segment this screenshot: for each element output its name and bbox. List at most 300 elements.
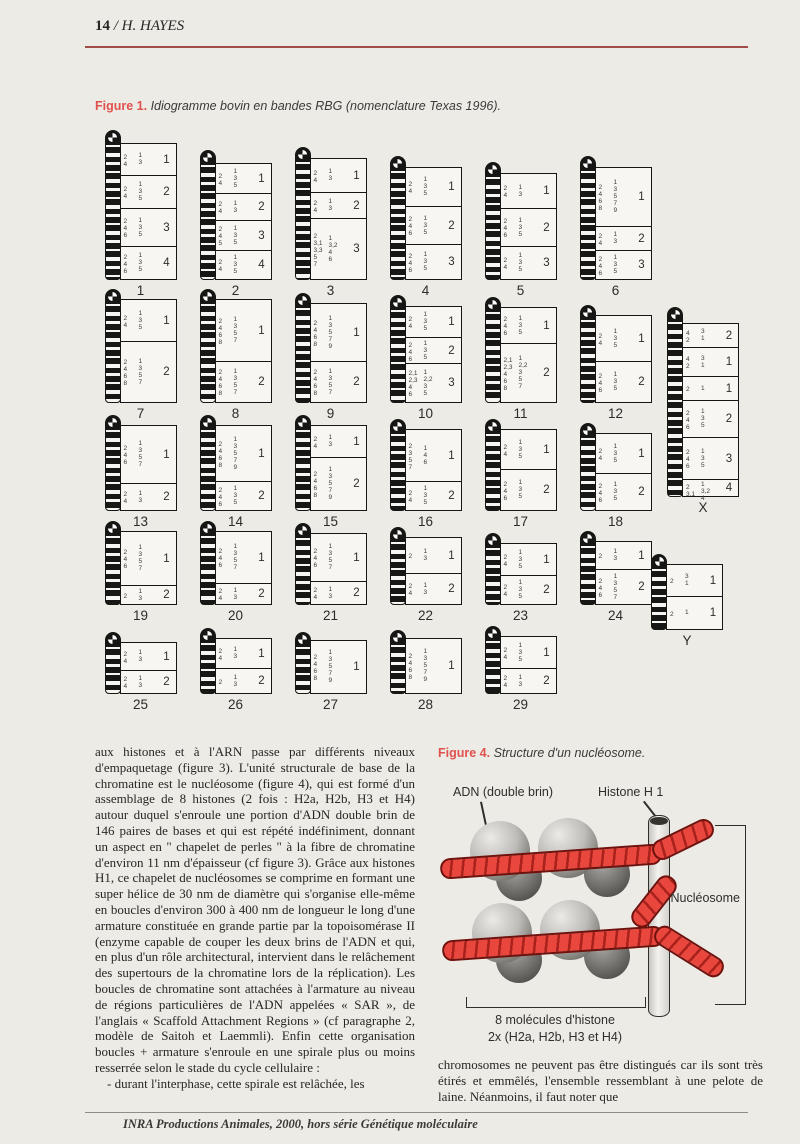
region-number: 2 (258, 675, 265, 687)
region-number: 1 (448, 316, 455, 329)
region-box (500, 636, 557, 670)
telomere-dot (393, 159, 402, 168)
chromosome-12 (580, 305, 652, 421)
band-numbers-mid: 1 3 5 (613, 371, 618, 392)
region-box (310, 581, 367, 605)
telomere-cap (668, 308, 682, 320)
chromosome-band-bar (667, 307, 683, 497)
histone-h1-label: Histone H 1 (598, 785, 664, 799)
chromosome-label: 21 (322, 608, 339, 623)
band-numbers-left: 2 4 (408, 490, 413, 504)
region-number: 1 (163, 552, 170, 565)
telomere-cap (106, 131, 120, 143)
band-numbers-mid: 1 3 5 (701, 408, 705, 430)
region-box (215, 583, 272, 605)
region-number: 2 (163, 366, 170, 378)
region-number: 2 (543, 221, 550, 234)
region-number: 1 (543, 553, 550, 566)
region-box (666, 564, 723, 598)
chromosome-band-bar (580, 305, 596, 403)
region-number: 3 (163, 221, 170, 234)
region-box (682, 400, 739, 438)
karyotype-row-3 (93, 415, 663, 529)
telomere-dot (108, 635, 117, 644)
region-number: 3 (543, 257, 550, 269)
band-numbers-left: 2 3,1 (686, 484, 696, 498)
region-number: 2 (448, 583, 455, 595)
band-numbers-left: 2 4 (123, 491, 128, 505)
band-numbers-mid: 1 3 5 7 (233, 367, 238, 396)
telomere-dot (393, 530, 402, 539)
telomere-dot (393, 298, 402, 307)
band-numbers-left: 2 4 (408, 181, 413, 196)
region-box (595, 541, 652, 571)
region-box (215, 299, 272, 363)
telomere-cap (486, 420, 500, 432)
chromosome-band-bar (295, 632, 311, 694)
band-numbers-mid: 1 3 5 (233, 224, 238, 246)
region-box (500, 173, 557, 209)
region-box (120, 531, 177, 587)
octamer-label-line1: 8 molécules d'histone (495, 1013, 615, 1027)
x-chromosome-slot (667, 307, 739, 515)
chromosome-Y (651, 554, 723, 648)
chromosome-label: 4 (421, 283, 430, 298)
band-numbers-mid: 1 3 5 7 (613, 572, 618, 601)
chromosome-band-bar (105, 521, 121, 605)
chromosome-label: 7 (136, 406, 145, 421)
region-number: 1 (638, 191, 645, 204)
chromosome-11 (485, 297, 557, 421)
figure4-label: Figure 4. (438, 746, 491, 760)
region-number: 1 (709, 607, 717, 619)
region-number: 2 (258, 376, 265, 388)
region-number: 1 (258, 324, 265, 337)
telomere-cap (486, 534, 500, 546)
region-number: 1 (163, 448, 170, 461)
band-numbers-mid: 1 3 (138, 587, 143, 602)
region-box (120, 585, 177, 605)
region-box (310, 361, 367, 403)
band-numbers-left: 2 4 6 (686, 449, 690, 471)
chromosome-band-bar (200, 521, 216, 605)
chromosome-1 (105, 130, 177, 298)
band-numbers-mid: 1 3 (518, 183, 523, 198)
chromosome-label: 3 (326, 283, 335, 298)
band-numbers-mid: 1 3 5 7 (328, 367, 333, 396)
region-box (405, 206, 462, 246)
band-numbers-left: 2 4 (503, 443, 508, 458)
band-numbers-left: 2 4 (218, 259, 223, 273)
chromosome-band-bar (485, 533, 501, 605)
telomere-dot (655, 557, 664, 566)
telomere-dot (298, 150, 307, 159)
header-rule (85, 46, 748, 48)
band-numbers-mid: 1 3 5 (423, 214, 428, 236)
histone-octamer-bracket (466, 997, 646, 1008)
telomere-cap (391, 528, 405, 540)
band-numbers-mid: 1 3 5 7 9 (613, 179, 618, 215)
band-numbers-mid: 1 3 (233, 673, 238, 688)
telomere-cap (296, 416, 310, 428)
chromosome-21 (295, 523, 367, 623)
region-box (405, 244, 462, 280)
region-box (500, 208, 557, 248)
band-numbers-left: 2 4 (598, 332, 603, 347)
region-number: 1 (353, 169, 360, 182)
region-box (120, 670, 177, 694)
region-box (215, 361, 272, 403)
band-numbers-left: 2 3 5 7 (408, 442, 413, 471)
chromosome-label: 9 (326, 406, 335, 421)
region-number: 2 (638, 232, 645, 245)
region-box (120, 425, 177, 485)
chromosome-label: 11 (513, 406, 528, 421)
region-box (120, 483, 177, 511)
region-box (120, 143, 177, 177)
band-numbers-left: 2 4 (503, 646, 508, 661)
region-number: 2 (163, 186, 170, 199)
telomere-cap (391, 296, 405, 308)
telomere-dot (583, 308, 592, 317)
chromosome-band-bar (295, 415, 311, 511)
band-numbers-mid: 1 3 (613, 231, 618, 246)
chromosome-band-bar (485, 419, 501, 511)
chromosome-band-bar (580, 423, 596, 511)
chromosome-label: 15 (322, 514, 339, 529)
band-numbers-left: 2 4 (123, 650, 128, 665)
figure1-label: Figure 1. (95, 99, 148, 113)
region-box (310, 218, 367, 280)
telomere-dot (298, 296, 307, 305)
telomere-dot (203, 153, 212, 162)
chromosome-4 (390, 156, 462, 298)
region-number: 1 (258, 447, 265, 460)
band-numbers-mid: 1 3 5 7 9 (233, 435, 238, 471)
chromosome-label: 23 (512, 608, 529, 623)
telomere-cap (486, 298, 500, 310)
region-box (405, 573, 462, 605)
region-box (500, 668, 557, 694)
telomere-dot (583, 534, 592, 543)
telomere-cap (296, 633, 310, 645)
region-number: 1 (353, 551, 360, 564)
band-numbers-mid: 1 3 5 7 9 (423, 648, 428, 683)
band-numbers-left: 2 4 (313, 169, 318, 184)
chromosome-label: Y (682, 633, 692, 648)
adn-label: ADN (double brin) (453, 785, 554, 799)
chromosome-label: X (698, 500, 708, 515)
region-box (310, 533, 367, 583)
chromosome-label: 20 (227, 608, 244, 623)
region-box (120, 642, 177, 672)
region-box (595, 361, 652, 403)
telomere-cap (201, 290, 215, 302)
chromosome-label: 27 (322, 697, 339, 712)
band-numbers-left: 2 4 (218, 588, 223, 602)
chromosome-label: 8 (231, 406, 240, 421)
region-number: 2 (543, 675, 550, 687)
chromosome-29 (485, 626, 557, 712)
telomere-cap (201, 522, 215, 534)
region-number: 1 (725, 382, 733, 395)
running-title: / H. HAYES (113, 18, 185, 34)
band-numbers-mid: 1 2,2 3 5 7 (518, 355, 528, 390)
band-numbers-left: 4 2 (686, 329, 690, 344)
region-number: 4 (163, 257, 170, 269)
region-number: 1 (353, 326, 360, 339)
footer-rule (85, 1112, 748, 1113)
chromosome-band-bar (580, 156, 596, 280)
band-numbers-mid: 3 1 (701, 354, 705, 369)
band-numbers-mid: 1 3 5 (613, 442, 618, 464)
chromosome-band-bar (390, 527, 406, 605)
region-box (215, 668, 272, 694)
chromosome-15 (295, 415, 367, 529)
body-right-column: chromosomes ne peuvent pas être distingués car ils sont très étirés et emmêlés, l'ensemble ressemblant à une pelote de laine. Néanmoins, il faut noter que (438, 1057, 763, 1104)
chromosome-label: 10 (417, 406, 434, 421)
region-number: 1 (543, 319, 550, 332)
y-chromosome-slot (651, 554, 723, 648)
region-box (215, 220, 272, 252)
chromosome-label: 18 (607, 514, 624, 529)
chromosome-18 (580, 423, 652, 529)
region-number: 1 (725, 356, 733, 369)
region-box (405, 167, 462, 207)
chromosome-label: 22 (417, 608, 434, 623)
telomere-dot (583, 159, 592, 168)
chromosome-band-bar (200, 628, 216, 694)
region-box (595, 315, 652, 363)
band-numbers-mid: 1 3 5 7 (233, 543, 238, 572)
band-numbers-left: 2 4 6 (123, 253, 128, 275)
region-number: 1 (709, 574, 717, 587)
band-numbers-left: 2 4 5 (218, 226, 223, 248)
region-box (405, 481, 462, 511)
karyotype-row-1 (93, 130, 663, 298)
band-numbers-mid: 1 3 (328, 434, 333, 449)
body-paragraph: aux histones et à l'ARN passe par différents niveaux d'empaquetage (figure 3). L'unité structurale de base de la chromatine est le nucléosome (figure 4), qui est formé d'un assemblage de 8 histones (2 fois : H2a, H2b, H3 et H4) autour duquel s'enroule une portion d'ADN double brin de 146 paires de bases et qui est répété indéfiniment, donnant un aspect en " chapelet de perles " à la fibre de chromatine d'environ 11 nm d'épaisseur (cf figure 3). Grâce aux histones H1, ce chapelet de nucléosomes se comprime en formant une super hélice de 30 nm de diamètre qui s'organise elle-même en boucles d'environ 300 à 400 nm de longueur le long d'une armature constituée en grande partie par la topoisomérase II (enzyme capable de couper les deux brins de l'ADN et qui, en plus d'un rôle architectural, intervient dans le relâchement des supertours de la chromatine lors de la réplication). Les boucles de chromatine sont attachées à l'armature au niveau de régions particulières de l'ADN appelées « SAR », de l'anglais « Scaffold Attachment Regions » (cf paragraphe 2, modèle de Saitoh et Laemmli). Enfin cette organisation boucles + armature s'enroule en une spirale plus ou moins resserrée selon le stade du cycle cellulaire : (95, 744, 415, 1075)
band-numbers-mid: 1 3 (518, 673, 523, 688)
region-number: 2 (638, 486, 645, 498)
band-numbers-left: 2 4 (123, 153, 128, 168)
band-numbers-left: 2 (598, 553, 603, 561)
region-box (405, 537, 462, 575)
region-box (215, 250, 272, 280)
band-numbers-left: 2 4 6 (408, 216, 413, 238)
telomere-cap (201, 151, 215, 163)
region-box (595, 473, 652, 511)
band-numbers-mid: 1 3 5 (138, 252, 143, 273)
chromosome-28 (390, 630, 462, 712)
region-box (120, 299, 177, 343)
band-numbers-left: 2 4 6 (123, 445, 128, 467)
region-number: 1 (163, 314, 170, 327)
chromosome-label: 14 (227, 514, 244, 529)
band-numbers-left: 2 4 (123, 186, 128, 201)
band-numbers-mid: 1 3 5 7 (328, 543, 333, 572)
band-numbers-mid: 3 1 (701, 328, 705, 343)
region-number: 1 (638, 447, 645, 460)
telomere-cap (391, 631, 405, 643)
chromosome-band-bar (295, 523, 311, 605)
telomere-cap (581, 424, 595, 436)
band-numbers-mid: 1 3 5 (423, 251, 428, 272)
region-box (310, 303, 367, 363)
chromosome-band-bar (485, 297, 501, 403)
chromosome-band-bar (200, 289, 216, 403)
band-numbers-mid: 1 3 (138, 489, 143, 504)
chromosome-label: 29 (512, 697, 529, 712)
band-numbers-mid: 3 1 (685, 573, 689, 588)
band-numbers-left: 2 4 (503, 675, 508, 689)
band-numbers-left: 2 4 (218, 201, 223, 216)
region-number: 2 (543, 367, 550, 379)
telomere-dot (108, 524, 117, 533)
region-box (595, 250, 652, 280)
region-number: 1 (638, 549, 645, 562)
chromosome-3 (295, 147, 367, 298)
region-box (405, 337, 462, 365)
band-numbers-left: 2 4 6 (686, 409, 690, 431)
band-numbers-mid: 1 3 5 (518, 548, 523, 570)
region-box (310, 457, 367, 511)
band-numbers-left: 2 (408, 553, 413, 561)
band-numbers-left: 2 4 (123, 314, 128, 329)
chromosome-label: 5 (516, 283, 525, 298)
figure1-caption-text: Idiogramme bovin en bandes RBG (nomenclature Texas 1996). (150, 99, 502, 113)
chromosome-26 (200, 628, 272, 712)
band-numbers-left: 2 4 6 (123, 549, 128, 571)
region-number: 2 (448, 219, 455, 232)
band-numbers-mid: 1 3 5 (233, 254, 238, 275)
region-box (215, 638, 272, 670)
telomere-dot (203, 631, 212, 640)
chromosome-5 (485, 162, 557, 298)
chromosome-band-bar (651, 554, 667, 630)
region-number: 2 (543, 584, 550, 596)
chromosome-band-bar (105, 415, 121, 511)
region-number: 1 (353, 661, 360, 673)
region-box (682, 376, 739, 402)
telomere-cap (486, 627, 500, 639)
region-box (595, 569, 652, 605)
band-numbers-mid: 1 3 5 7 9 (328, 649, 333, 684)
band-numbers-mid: 1 3 (423, 581, 428, 596)
region-box (120, 246, 177, 280)
telomere-dot (108, 133, 117, 142)
band-numbers-mid: 1 3 5 (613, 327, 618, 349)
chromosome-X (667, 307, 739, 515)
region-number: 1 (163, 650, 170, 663)
band-numbers-left: 2 (686, 386, 690, 394)
band-numbers-mid: 1 3 5 (423, 485, 428, 506)
region-number: 3 (725, 452, 733, 465)
band-numbers-mid: 1 3 5 (518, 216, 523, 238)
band-numbers-left: 2 4 6 8 (313, 319, 318, 348)
region-number: 2 (163, 676, 170, 688)
band-numbers-mid: 1 3 5 7 (233, 316, 238, 345)
chromosome-label: 16 (417, 514, 434, 529)
telomere-dot (583, 426, 592, 435)
region-box (682, 347, 739, 377)
band-numbers-left: 4 2 (686, 356, 690, 371)
telomere-cap (201, 416, 215, 428)
nucleosome-bracket (715, 825, 746, 1005)
region-number: 1 (448, 181, 455, 194)
chromosome-band-bar (485, 626, 501, 694)
telomere-cap (486, 163, 500, 175)
band-numbers-mid: 1 3 (233, 646, 238, 661)
chromosome-8 (200, 289, 272, 421)
region-box (215, 481, 272, 511)
telomere-dot (298, 418, 307, 427)
region-number: 4 (725, 482, 733, 494)
chromosome-24 (580, 531, 652, 623)
chromosome-band-bar (295, 293, 311, 403)
band-numbers-left: 2 4 6 8 (598, 184, 603, 213)
body-paragraph-dash: - durant l'interphase, cette spirale est relâchée, les (107, 1075, 365, 1091)
band-numbers-mid: 1 3 5 (518, 438, 523, 460)
band-numbers-left: 2 4 (503, 584, 508, 598)
band-numbers-left: 2 4 6 8 (408, 653, 413, 681)
band-numbers-left: 2 4 (503, 185, 508, 200)
band-numbers-mid: 1 3 (233, 586, 238, 601)
band-numbers-mid: 1 3 5 7 (138, 440, 143, 469)
band-numbers-mid: 1 3 (233, 199, 238, 214)
chromosome-label: 19 (132, 608, 149, 623)
chromosome-band-bar (200, 150, 216, 280)
figure4-nucleosome-diagram (438, 745, 768, 1055)
band-numbers-left: 2 4 6 (598, 577, 603, 599)
chromosome-label: 28 (417, 697, 434, 712)
telomere-cap (391, 420, 405, 432)
telomere-dot (488, 629, 497, 638)
band-numbers-mid: 1 3 (138, 152, 143, 167)
band-numbers-mid: 1 3 (613, 548, 618, 563)
band-numbers-mid: 1 3 (423, 548, 428, 563)
region-number: 2 (543, 484, 550, 496)
band-numbers-left: 2 4 6 (503, 316, 508, 338)
region-box (405, 363, 462, 403)
band-numbers-left: 2 4 (598, 447, 603, 462)
band-numbers-left: 2 4 6 (503, 218, 508, 240)
page-header (95, 18, 184, 35)
region-box (120, 208, 177, 248)
telomere-dot (488, 422, 497, 431)
band-numbers-left: 2 4 (313, 199, 318, 214)
band-numbers-left: 2 4 6 (598, 482, 603, 504)
chromosome-label: 24 (607, 608, 624, 623)
chromosome-9 (295, 293, 367, 421)
chromosome-2 (200, 150, 272, 298)
chromosome-band-bar (580, 531, 596, 605)
chromosome-25 (105, 632, 177, 712)
region-box (595, 167, 652, 227)
region-number: 2 (353, 587, 360, 599)
nucleosome-label: Nucléosome (670, 891, 740, 905)
region-number: 2 (725, 413, 733, 426)
band-numbers-mid: 1 3 5 (138, 216, 143, 238)
band-numbers-mid: 1 3 5 (518, 252, 523, 273)
region-number: 3 (353, 243, 360, 255)
region-number: 2 (638, 376, 645, 388)
band-numbers-left: 2 4 6 8 (313, 471, 318, 499)
band-numbers-left: 2 4 (408, 583, 413, 597)
telomere-cap (106, 633, 120, 645)
region-box (405, 429, 462, 483)
chromosome-label: 1 (136, 283, 145, 298)
